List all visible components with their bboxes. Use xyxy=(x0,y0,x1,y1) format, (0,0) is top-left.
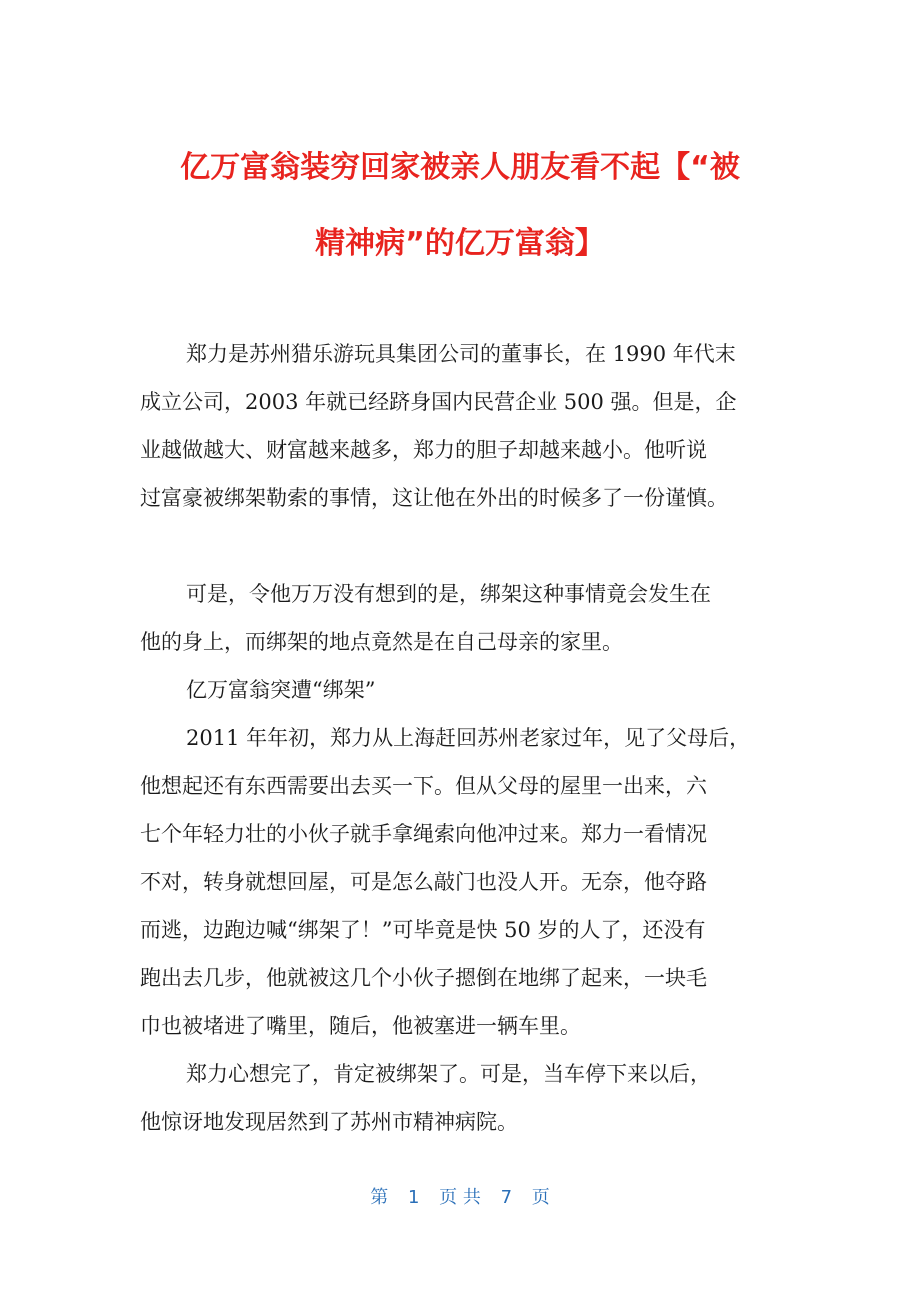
paragraph-line: 可是，令他万万没有想到的是，绑架这种事情竟会发生在 xyxy=(186,582,711,606)
title-line-2: 精神病”的亿万富翁】 xyxy=(315,226,605,261)
paragraph-line: 郑力是苏州猎乐游玩具集团公司的董事长，在 1990 年代末 xyxy=(186,342,736,366)
footer-prefix: 第 xyxy=(370,1187,389,1208)
paragraph-line: 业越做越大、财富越来越多，郑力的胆子却越来越小。他听说 xyxy=(140,438,707,462)
paragraph-line: 他的身上，而绑架的地点竟然是在自己母亲的家里。 xyxy=(140,630,623,654)
paragraph-line: 他惊讶地发现居然到了苏州市精神病院。 xyxy=(140,1110,518,1134)
footer-total-pages: 7 xyxy=(500,1187,513,1208)
paragraph-spacer xyxy=(140,522,780,570)
paragraph-line: 他想起还有东西需要出去买一下。但从父母的屋里一出来，六 xyxy=(140,774,707,798)
title-line-1: 亿万富翁装穷回家被亲人朋友看不起【“被 xyxy=(180,150,740,185)
paragraph-line: 不对，转身就想回屋，可是怎么敲门也没人开。无奈，他夺路 xyxy=(140,870,707,894)
paragraph-4 xyxy=(140,1050,780,1146)
paragraph-line: 郑力心想完了，肯定被绑架了。可是，当车停下来以后， xyxy=(186,1062,711,1086)
footer-page-number: 1 xyxy=(407,1187,420,1208)
document-title xyxy=(130,130,790,282)
paragraph-3 xyxy=(140,714,780,1050)
paragraph-line: 七个年轻力壮的小伙子就手拿绳索向他冲过来。郑力一看情况 xyxy=(140,822,707,846)
section-heading-text: 亿万富翁突遭“绑架” xyxy=(186,678,376,702)
paragraph-line: 巾也被堵进了嘴里，随后，他被塞进一辆车里。 xyxy=(140,1014,581,1038)
paragraph-line: 过富豪被绑架勒索的事情，这让他在外出的时候多了一份谨慎。 xyxy=(140,486,728,510)
footer-suffix: 页 xyxy=(531,1187,550,1208)
paragraph-line: 跑出去几步，他就被这几个小伙子摁倒在地绑了起来，一块毛 xyxy=(140,966,707,990)
footer-middle: 页 共 xyxy=(439,1187,481,1208)
page-number-footer xyxy=(0,1183,920,1209)
paragraph-2 xyxy=(140,570,780,666)
article-body xyxy=(140,330,780,1146)
paragraph-line: 2011 年年初，郑力从上海赶回苏州老家过年，见了父母后， xyxy=(186,726,751,750)
section-heading xyxy=(140,666,780,714)
paragraph-1 xyxy=(140,330,780,522)
paragraph-line: 成立公司，2003 年就已经跻身国内民营企业 500 强。但是，企 xyxy=(140,390,737,414)
paragraph-line: 而逃，边跑边喊“绑架了！”可毕竟是快 50 岁的人了，还没有 xyxy=(140,918,706,942)
